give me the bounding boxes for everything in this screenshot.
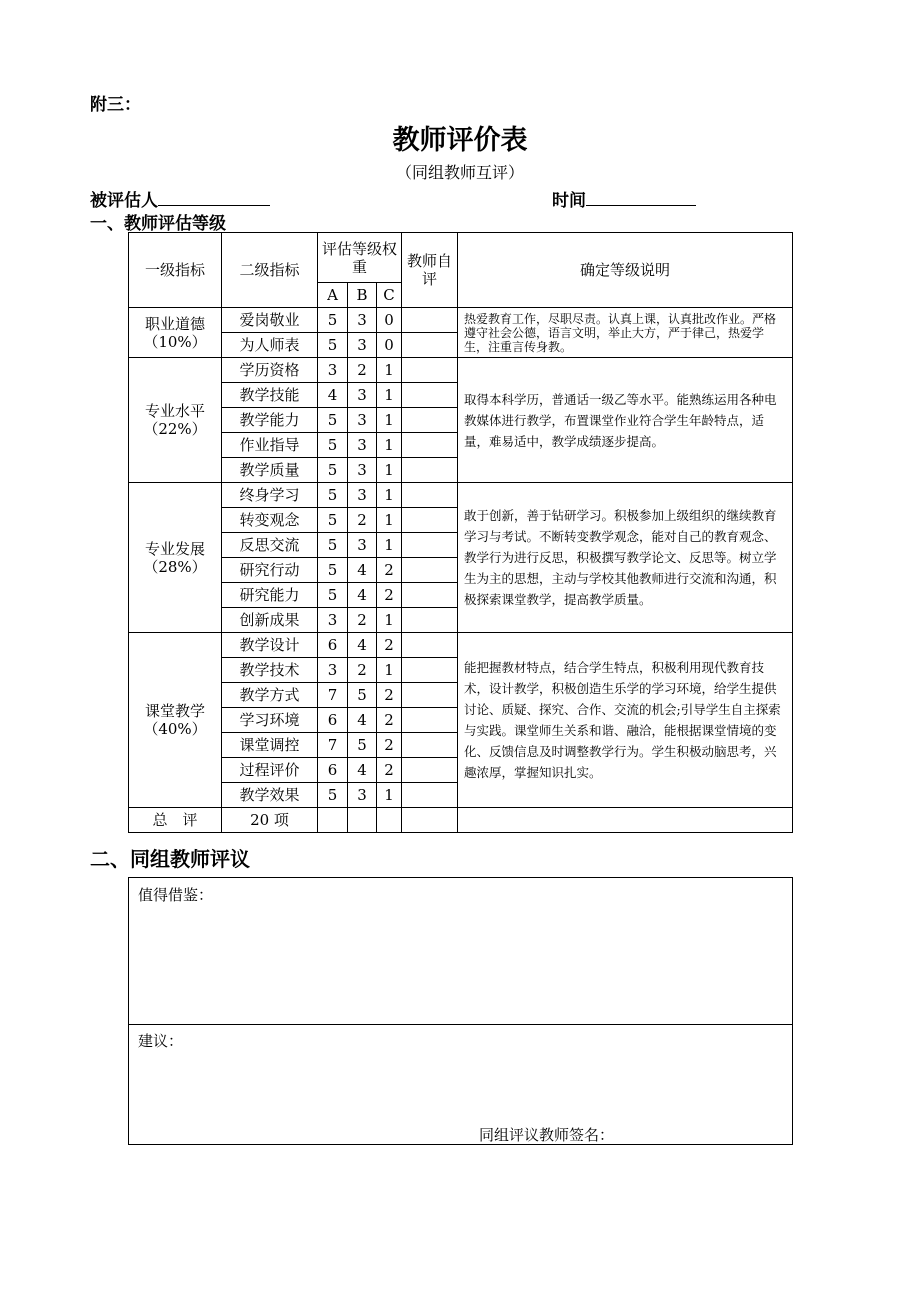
grade-c-value: 1 xyxy=(377,358,402,383)
page-subtitle: （同组教师互评） xyxy=(395,163,524,182)
item-name: 终身学习 xyxy=(222,483,318,508)
grade-a-value: 5 xyxy=(318,583,348,608)
total-c[interactable] xyxy=(377,808,402,833)
table-row xyxy=(129,308,793,333)
self-eval-input[interactable] xyxy=(402,658,458,683)
grade-b-value: 2 xyxy=(348,358,377,383)
grade-c-value: 1 xyxy=(377,433,402,458)
category-cell xyxy=(129,483,222,633)
total-row xyxy=(129,808,793,833)
peer-review-box xyxy=(128,877,793,1145)
self-eval-input[interactable] xyxy=(402,758,458,783)
grade-b-value: 3 xyxy=(348,333,377,358)
self-eval-input[interactable] xyxy=(402,733,458,758)
item-name: 为人师表 xyxy=(222,333,318,358)
grade-c-value: 1 xyxy=(377,458,402,483)
header-self-eval: 教师自评 xyxy=(402,233,458,308)
grade-c-value: 1 xyxy=(377,783,402,808)
grade-b-value: 4 xyxy=(348,708,377,733)
category-cell xyxy=(129,358,222,483)
item-name: 研究行动 xyxy=(222,558,318,583)
grade-c-value: 1 xyxy=(377,383,402,408)
self-eval-input[interactable] xyxy=(402,533,458,558)
self-eval-input[interactable] xyxy=(402,433,458,458)
header-weight: 评估等级权重 xyxy=(318,233,402,283)
item-name: 教学效果 xyxy=(222,783,318,808)
grade-b-value: 3 xyxy=(348,308,377,333)
grade-a-value: 5 xyxy=(318,308,348,333)
grade-c-value: 1 xyxy=(377,483,402,508)
grade-c-value: 1 xyxy=(377,658,402,683)
grade-a-value: 5 xyxy=(318,558,348,583)
item-name: 教学方式 xyxy=(222,683,318,708)
section2-title: 二、同组教师评议 xyxy=(90,847,250,871)
page-title: 教师评价表 xyxy=(392,125,528,156)
grade-a-value: 5 xyxy=(318,483,348,508)
self-eval-input[interactable] xyxy=(402,508,458,533)
self-eval-input[interactable] xyxy=(402,333,458,358)
grade-c-value: 2 xyxy=(377,708,402,733)
table-row xyxy=(129,358,793,383)
header-grade-c: C xyxy=(377,283,402,308)
grade-b-value: 3 xyxy=(348,458,377,483)
item-name: 课堂调控 xyxy=(222,733,318,758)
grade-b-value: 4 xyxy=(348,583,377,608)
worth-learning-area[interactable] xyxy=(129,878,792,1025)
grade-a-value: 5 xyxy=(318,433,348,458)
item-name: 创新成果 xyxy=(222,608,318,633)
item-name: 爱岗敬业 xyxy=(222,308,318,333)
category-name: 专业发展 xyxy=(144,539,205,558)
description-cell: 敢于创新，善于钻研学习。积极参加上级组织的继续教育学习与考试。不断转变教学观念，能对自己的教育观念、教学行为进行反思，积极撰写教学论文、反思等。树立学生为主的思想，主动与学校其他教师进行交流和沟通，积极探索课堂教学，提高教学质量。 xyxy=(458,483,793,633)
evaluatee-field xyxy=(90,186,270,211)
grade-b-value: 4 xyxy=(348,558,377,583)
self-eval-input[interactable] xyxy=(402,483,458,508)
grade-c-value: 0 xyxy=(377,308,402,333)
description-cell: 能把握教材特点，结合学生特点，积极利用现代教育技术，设计教学，积极创造生乐学的学习环境，给学生提供讨论、质疑、探究、合作、交流的机会;引导学生自主探索与实践。课堂师生关系和谐、融洽，能根据课堂情境的变化、反馈信息及时调整教学行为。学生积极动脑思考，兴趣浓厚，掌握知识扎实。 xyxy=(458,633,793,808)
grade-a-value: 5 xyxy=(318,508,348,533)
self-eval-input[interactable] xyxy=(402,683,458,708)
grade-c-value: 2 xyxy=(377,758,402,783)
item-name: 学历资格 xyxy=(222,358,318,383)
grade-a-value: 3 xyxy=(318,658,348,683)
grade-c-value: 1 xyxy=(377,533,402,558)
header-grade-a: A xyxy=(318,283,348,308)
self-eval-input[interactable] xyxy=(402,583,458,608)
grade-a-value: 6 xyxy=(318,758,348,783)
table-row xyxy=(129,483,793,508)
grade-b-value: 3 xyxy=(348,483,377,508)
item-name: 教学技术 xyxy=(222,658,318,683)
grade-c-value: 2 xyxy=(377,583,402,608)
grade-b-value: 4 xyxy=(348,633,377,658)
grade-b-value: 2 xyxy=(348,608,377,633)
item-name: 学习环境 xyxy=(222,708,318,733)
grade-a-value: 5 xyxy=(318,533,348,558)
grade-a-value: 7 xyxy=(318,733,348,758)
table-row xyxy=(129,633,793,658)
header-grade-b: B xyxy=(348,283,377,308)
self-eval-input[interactable] xyxy=(402,783,458,808)
grade-c-value: 2 xyxy=(377,733,402,758)
grade-b-value: 2 xyxy=(348,508,377,533)
grade-a-value: 5 xyxy=(318,458,348,483)
appendix-label: 附三： xyxy=(90,95,141,115)
total-description[interactable] xyxy=(458,808,793,833)
self-eval-input[interactable] xyxy=(402,358,458,383)
item-name: 教学质量 xyxy=(222,458,318,483)
category-cell xyxy=(129,308,222,358)
grade-c-value: 2 xyxy=(377,633,402,658)
category-percent: （40%） xyxy=(143,720,207,738)
grade-a-value: 5 xyxy=(318,333,348,358)
grade-c-value: 0 xyxy=(377,333,402,358)
self-eval-input[interactable] xyxy=(402,558,458,583)
total-label: 总 评 xyxy=(129,808,222,833)
grade-c-value: 1 xyxy=(377,608,402,633)
grade-b-value: 3 xyxy=(348,408,377,433)
evaluatee-blank[interactable] xyxy=(158,189,270,206)
grade-b-value: 2 xyxy=(348,658,377,683)
description-cell: 热爱教育工作，尽职尽责。认真上课，认真批改作业。严格遵守社会公德，语言文明，举止大方，严于律己，热爱学生，注重言传身教。 xyxy=(458,308,793,358)
category-name: 专业水平 xyxy=(144,402,205,420)
item-name: 教学能力 xyxy=(222,408,318,433)
total-items: 20 项 xyxy=(222,808,318,833)
evaluation-table xyxy=(128,232,793,833)
total-a[interactable] xyxy=(318,808,348,833)
grade-b-value: 3 xyxy=(348,383,377,408)
grade-b-value: 3 xyxy=(348,783,377,808)
grade-a-value: 6 xyxy=(318,708,348,733)
grade-c-value: 1 xyxy=(377,508,402,533)
category-percent: （28%） xyxy=(143,557,207,576)
item-name: 作业指导 xyxy=(222,433,318,458)
grade-b-value: 5 xyxy=(348,683,377,708)
self-eval-input[interactable] xyxy=(402,383,458,408)
item-name: 教学技能 xyxy=(222,383,318,408)
grade-a-value: 6 xyxy=(318,633,348,658)
grade-a-value: 7 xyxy=(318,683,348,708)
self-eval-input[interactable] xyxy=(402,408,458,433)
total-b[interactable] xyxy=(348,808,377,833)
item-name: 反思交流 xyxy=(222,533,318,558)
self-eval-input[interactable] xyxy=(402,708,458,733)
category-name: 课堂教学 xyxy=(144,702,205,720)
grade-a-value: 3 xyxy=(318,608,348,633)
time-field xyxy=(552,186,696,211)
item-name: 转变观念 xyxy=(222,508,318,533)
item-name: 教学设计 xyxy=(222,633,318,658)
category-name: 职业道德 xyxy=(144,314,205,333)
grade-c-value: 1 xyxy=(377,408,402,433)
grade-b-value: 3 xyxy=(348,433,377,458)
grade-a-value: 5 xyxy=(318,783,348,808)
grade-b-value: 4 xyxy=(348,758,377,783)
header-row xyxy=(129,233,793,283)
category-percent: （10%） xyxy=(143,332,207,351)
section1-title: 一、教师评估等级 xyxy=(90,214,226,234)
worth-learning-label: 值得借鉴： xyxy=(138,886,214,904)
self-eval-input[interactable] xyxy=(402,608,458,633)
signature-label: 同组评议教师签名： xyxy=(479,1126,615,1144)
header-level1: 一级指标 xyxy=(129,233,222,308)
time-label: 时间 xyxy=(552,191,586,211)
grade-a-value: 3 xyxy=(318,358,348,383)
suggestion-label: 建议： xyxy=(138,1032,184,1050)
category-cell xyxy=(129,633,222,808)
grade-b-value: 5 xyxy=(348,733,377,758)
grade-a-value: 4 xyxy=(318,383,348,408)
grade-c-value: 2 xyxy=(377,683,402,708)
self-eval-input[interactable] xyxy=(402,633,458,658)
total-self-eval[interactable] xyxy=(402,808,458,833)
category-percent: （22%） xyxy=(143,420,207,438)
description-cell: 取得本科学历，普通话一级乙等水平。能熟练运用各种电教媒体进行教学，布置课堂作业符合学生年龄特点，适量，难易适中，教学成绩逐步提高。 xyxy=(458,358,793,483)
self-eval-input[interactable] xyxy=(402,308,458,333)
header-description: 确定等级说明 xyxy=(458,233,793,308)
grade-b-value: 3 xyxy=(348,533,377,558)
grade-c-value: 2 xyxy=(377,558,402,583)
item-name: 过程评价 xyxy=(222,758,318,783)
item-name: 研究能力 xyxy=(222,583,318,608)
grade-a-value: 5 xyxy=(318,408,348,433)
evaluatee-label: 被评估人 xyxy=(90,191,158,211)
self-eval-input[interactable] xyxy=(402,458,458,483)
time-blank[interactable] xyxy=(586,189,696,206)
header-level2: 二级指标 xyxy=(222,233,318,308)
